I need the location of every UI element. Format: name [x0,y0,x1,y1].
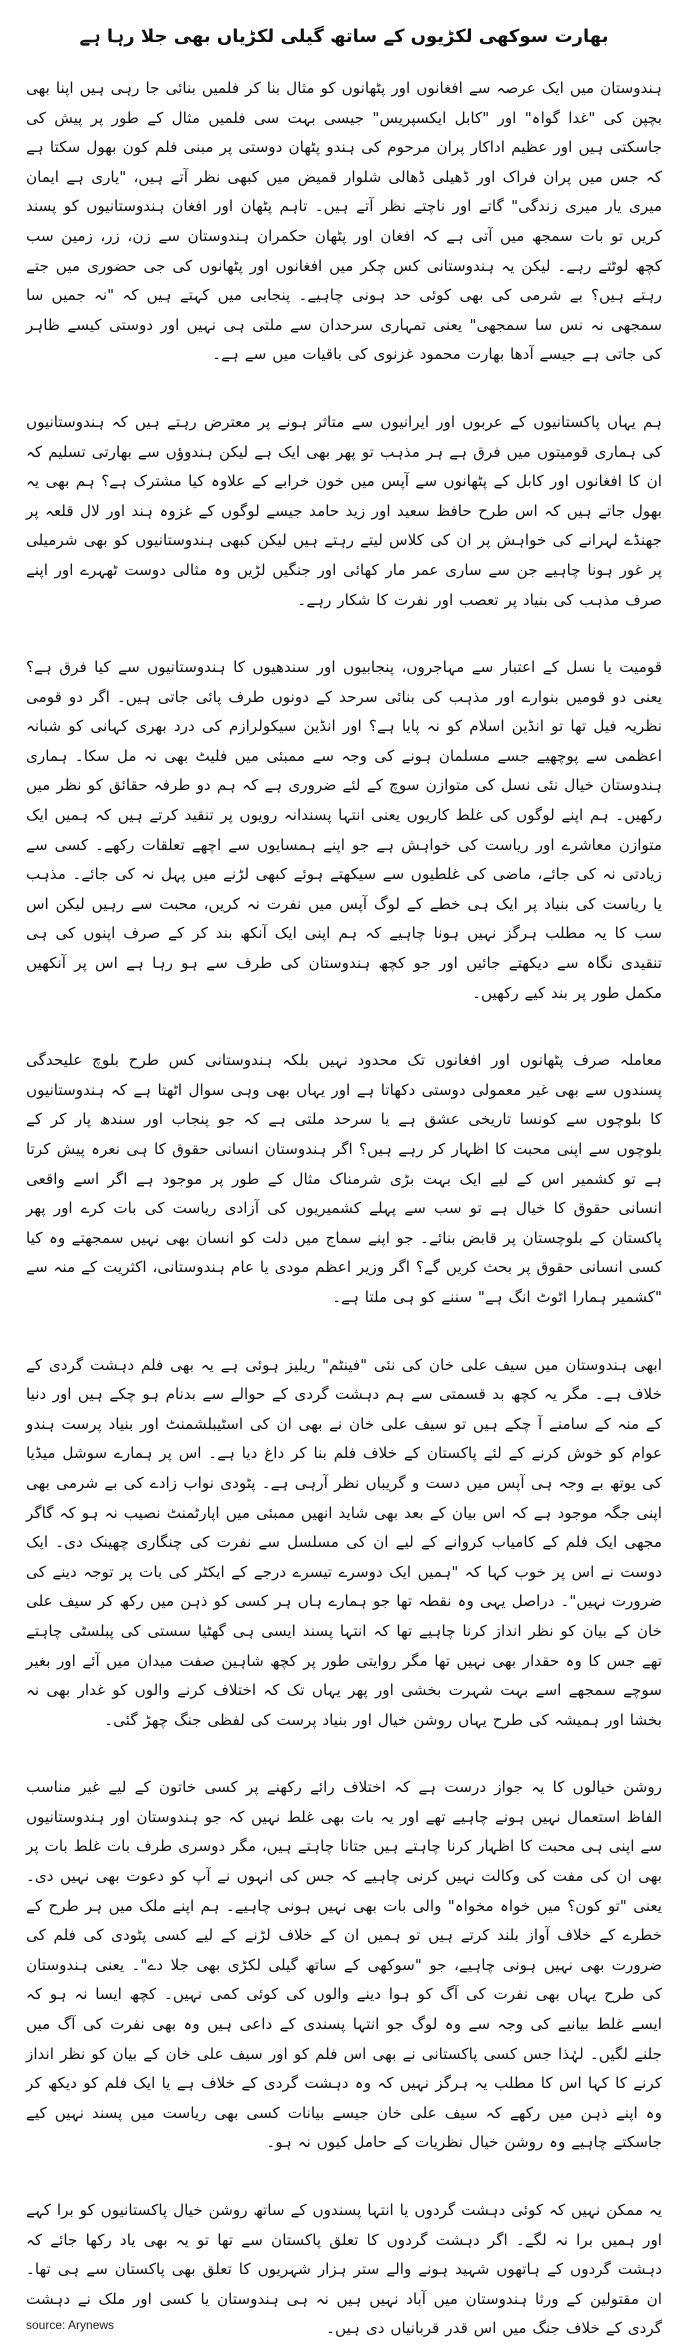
paragraph-7: یہ ممکن نہیں کہ کوئی دہشت گردوں یا انتہا پسندوں کے ساتھ روشن خیال پاکستانیوں کو برا کہے اور ہمیں برا نہ لگے۔ اگر دہشت گردوں کا تعلق پاکستان سے تھا تو یہ بھی یاد رکھا جائے کہ دہشت گردوں کے ہاتھوں شہید ہونے والے ستر ہزار شہریوں کا تعلق بھی پاکستان سے ہی تھا۔ ان مقتولین کے ورثا ہندوستان میں آباد نہیں ہیں نہ ہی ہندوستان یا کسی اور ملک نے دہشت گردی کے خلاف جنگ میں اس قدر قربانیاں دی ہیں۔ [26,2201,662,2338]
paragraph-4: معاملہ صرف پٹھانوں اور افغانوں تک محدود نہیں بلکہ ہندوستانی کس طرح بلوچ علیحدگی پسندوں سے بھی غیر معمولی دوستی دکھاتا ہے اور یہاں بھی وہی سوال اٹھتا ہے کہ ہندوستانیوں کا بلوچوں سے کونسا تاریخی عشق ہے یا سرحد ملتی ہے کہ جو پنجاب اور سندھ پار کر کے بلوچوں سے اپنی محبت کا اظہار کر رہے ہیں؟ اگر ہندوستان انسانی حقوق کا ہی نعرہ پیش کرتا ہے تو کشمیر اس کے لیے ایک بہت بڑی شرمناک مثال کے طور پر موجود ہے اگر اسے واقعی انسانی حقوق کا خیال ہے تو سب سے پہلے کشمیریوں کی آزادی ریاست کی بات کرے اور پھر پاکستان کے بلوچستان پر قابض بنائے۔ جو اپنے سماج میں دلت کو انسان بھی نہیں سمجھتے وہ کیا کسی انسانی حقوق پر بحث کریں گے؟ اگر وزیر اعظم مودی یا عام ہندوستانی، اکثریت کے منہ سے "کشمیر ہمارا اٹوٹ انگ ہے" سننے کو ہی ملتا ہے۔ [26,1051,662,1306]
paragraph-6: روشن خیالوں کا یہ جواز درست ہے کہ اختلاف رائے رکھنے پر کسی خاتون کے لیے غیر مناسب الفاظ استعمال نہیں ہونے چاہیے تھے اور یہ بات بھی غلط نہیں کہ جو ہندوستان اور ہندوستانیوں سے اپنی ہی محبت کا اظہار کرنا چاہتے ہیں جتانا چاہتے ہیں، مگر دوسری طرف بات غلط بات پر بھی ان کی مفت کی وکالت نہیں کرنی چاہیے کہ جس کی انہوں نے آپ کو دعوت بھی نہیں دی۔ یعنی "تو کون؟ میں خواہ مخواہ" والی بات بھی نہیں ہونی چاہیے۔ ہم اپنے ملک میں ہر طرح کے خطرے کے خلاف آواز بلند کرتے ہیں تو ہمیں ان کے خلاف لڑنے کے لیے کسی پٹودی کی فلم کی ضرورت بھی نہیں ہونی چاہیے، جو "سوکھی کے ساتھ گیلی لکڑی بھی جلا دے"۔ یعنی ہندوستان کی طرح یہاں بھی نفرت کی آگ کو ہوا دینے والوں کی کوئی کمی نہیں۔ کچھ ایسا نہ ہو کہ ایسے غلط بیانیے کی وجہ سے وہ لوگ جو انتہا پسندی کے داعی ہیں وہ بھی نفرت کی آگ میں جلنے لگیں۔ لہٰذا جس کسی پاکستانی نے بھی اس فلم کو اور سیف علی خان کے بیان کو نظر انداز کرنے کا کہا اس کا مطلب یہ ہرگز نہیں کہ وہ دہشت گردی کے خلاف ہے یا ایک فلم کو دیکھ کر وہ اپنے ذہن میں رکھے کہ سیف علی خان جیسے بیانات کسی بھی ریاست میں پسند نہیں کیے جاسکتے چاہیے وہ روشن خیال نظریات کے حامل کیوں نہ ہو۔ [26,1778,662,2152]
paragraph-1: ہندوستان میں ایک عرصہ سے افغانوں اور پٹھانوں کو مثال بنا کر فلمیں بنائی جا رہی ہیں اپنا بھی بچپن کی "غدا گواہ" اور "کابل ایکسپریس" جیسی بہت سی فلمیں مثال کے طور پر پیش کی جاسکتی ہیں اور عظیم اداکار پران مرحوم کی ہندو پٹھان دوستی پر مبنی فلم کون بھول سکتا ہے کہ جس میں پران فراک اور ڈھیلی ڈھالی شلوار قمیض میں کبھی نظر آتے ہیں، "یاری ہے ایمان میری یار میری زندگی" گاتے اور ناچتے نظر آتے ہیں۔ تاہم پٹھان اور افغان ہندوستانیوں کو پسند کریں تو بات سمجھ میں آتی ہے کہ افغان اور پٹھان حکمران ہندوستان سے زن، زر، زمین سب کچھ لوٹتے رہے۔ لیکن یہ ہندوستانی کس چکر میں افغانوں اور پٹھانوں کی جی حضوری میں جتے رہتے ہیں؟ بے شرمی کی بھی کوئی حد ہونی چاہیے۔ پنجابی میں کہتے ہیں کہ "نہ جمیں سا سمجھی نہ نس سا سمجھی" یعنی تمہاری سرحدان سے ملتی ہی نہیں اور دوستی کیسے ظاہر کی جاتی ہے جیسے آدھا بھارت محمود غزنوی کی باقیات میں سے ہے۔ [26,79,662,364]
paragraph-2: ہم یہاں پاکستانیوں کے عربوں اور ایرانیوں سے متاثر ہونے پر معترض رہتے ہیں کہ ہندوستانیوں کی ہماری قومیتوں میں فرق ہے ہر مذہب تو پھر بھی ایک ہے لیکن ہندوؤں سے بھارتی تسلیم کہ ان کا افغانوں اور کابل کے پٹھانوں سے آپس میں خون خرابے کے علاوہ کیا مشترک ہے؟ ہم بھی یہ بھول جاتے ہیں کہ اس طرح حافظ سعید اور زید حامد جیسے لوگوں کے غزوہ ہند اور لال قلعہ پر جھنڈے لہرانے کی خواہش پر ان کی کلاس لیتے رہتے ہیں لیکن کبھی ہندوستانیوں کو بھی شرمیلی پر غور ہونا چاہیے جن سے ساری عمر مار کھائی اور جنگیں لڑیں وہ مثالی دوست ٹھہرے اور اپنے صرف مذہب کی بنیاد پر تعصب اور نفرت کا شکار رہے۔ [26,412,662,609]
source-credit: source: Arynews [26,2318,115,2332]
paragraph-5: ابھی ہندوستان میں سیف علی خان کی نئی "فینٹم" ریلیز ہوئی ہے یہ بھی فلم دہشت گردی کے خلاف ہے۔ مگر یہ کچھ بد قسمتی سے ہم دہشت گردی کے حوالے سے بدنام ہو چکے ہیں اور دنیا کے منہ کے سامنے آ چکے ہیں تو سیف علی خان نے بھی ان کی اسٹیبلشمنٹ اور بنیاد پرست ہندو عوام کو خوش کرنے کے لئے پاکستان کے خلاف فلم بنا کر داغ دیا ہے۔ اس پر ہمارے سوشل میڈیا کی یوتھ بے وجہ ہی آپس میں دست و گریباں نظر آرہی ہے۔ پٹودی نواب زادے کی بے شرمی بھی اپنی جگہ موجود ہے کہ اس بیان کے بعد بھی شاید انھیں ممبئی میں اپارٹمنٹ نصیب نہ ہو کہ گاگر مجھی ایک فلم کے کامیاب کروانے کے لیے ان کی مسلسل سے نفرت کی چنگاری چھینک دی۔ ایک دوست نے اس پر خوب کہا کہ "ہمیں ایک دوسرے تیسرے درجے کے ایکٹر کی بات پر توجہ دینے کی ضرورت نہیں"۔ دراصل یہی وہ نقطہ تھا جو ہمارے ہاں ہر کسی کو ذہن میں رکھ کر سیف علی خان کے بیان کو نظر انداز کرنا چاہیے تھا کہ انتہا پسند ایسی ہی گھٹیا سستی کی پبلسٹی چاہتے تھے جس کا وہ حقدار بھی نہیں تھا مگر روایتی طور پر کچھ شاہین صفت میدان میں آئے اور بغیر سوچے سمجھے اسے بہت شہرت بخشی اور پھر یہاں تک کہ اختلاف کرنے والوں کو غدار بھی نہ بخشا اور ہمیشہ کی طرح یہاں روشن خیال اور بنیاد پرست کی لفظی جنگ چھڑ گئی۔ [26,1355,662,1729]
article-title: بھارت سوکھی لکڑیوں کے ساتھ گیلی لکڑیاں بھی جلا رہا ہے [79,26,609,47]
paragraph-3: قومیت یا نسل کے اعتبار سے مہاجروں، پنجابیوں اور سندھیوں کا ہندوستانیوں سے کیا فرق ہے؟ یعنی دو قومیں بنوارے اور مذہب کی بنائی سرحد کے دونوں طرف پائی جاتی ہیں۔ اگر دو قومی نظریہ فیل تھا تو انڈین اسلام کو نہ پایا ہے؟ اور انڈین سیکولرازم کی درد بھری کہانی کو شبانہ اعظمی سے پوچھیے جسے مسلمان ہونے کی وجہ سے ممبئی میں فلیٹ بھی نہ مل سکا۔ ہماری ہندوستان خیال نئی نسل کی متوازن سوچ کے لئے ضروری ہے کہ ہم دو طرفہ حقائق کو نظر میں رکھیں۔ ہم اپنے لوگوں کی غلط کاریوں یعنی انتہا پسندانہ رویوں پر تنقید کرتے ہیں کہ ہمیں ایک متوازن معاشرے اور ریاست کی خواہش ہے جو اپنے ہمسایوں سے اچھے تعلقات رکھے۔ کسی سے زیادتی نہ کی جائے، ماضی کی غلطیوں سے سیکھتے ہوئے کبھی لڑنے میں پہل نہ کی جائے۔ مذہب یا ریاست کی بنیاد پر ایک ہی خطے کے لوگ آپس میں نفرت نہ کریں، محبت سے رہیں لیکن اس سب کا یہ مطلب ہرگز نہیں ہونا چاہیے کہ ہم اپنی ایک آنکھ بند کر کے صرف اپنوں کی ہی تنقیدی نگاہ سے دیکھتے جائیں اور جو کچھ ہندوستان کی طرف سے ہو رہا ہے اس پر آنکھیں مکمل طور پر بند کیے رکھیں۔ [26,658,662,1002]
